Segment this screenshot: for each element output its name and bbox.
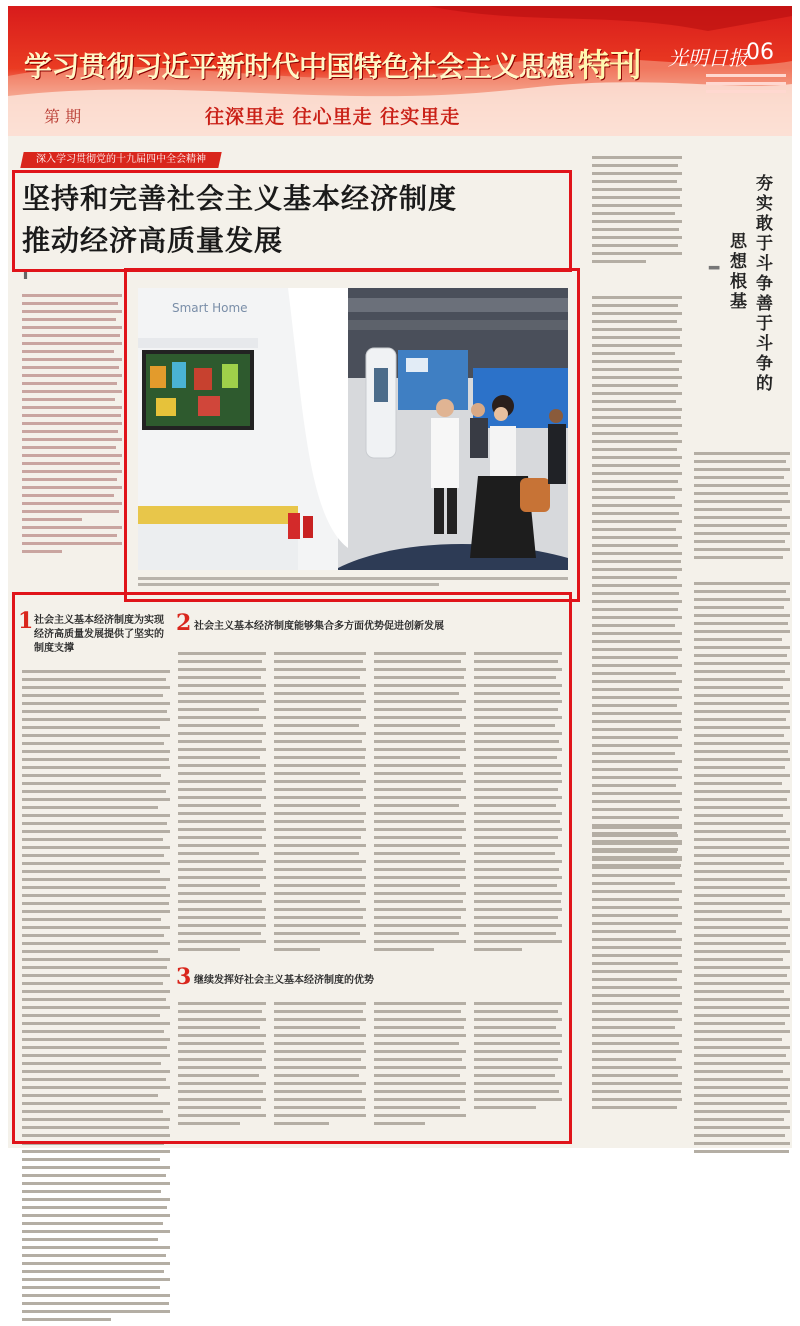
masthead-title <box>24 40 641 86</box>
section-3-title: 继续发挥好社会主义基本经济制度的优势 <box>194 975 374 986</box>
highlight-box-photo <box>124 268 580 602</box>
issue-label: 第 期 <box>44 107 82 126</box>
newspaper-page <box>8 6 792 1148</box>
side-article-body-col-1 <box>592 156 682 268</box>
masthead <box>8 6 792 136</box>
side-article-body-col-1c <box>592 826 682 1114</box>
side-article-title-col-1: 夯实敢于斗争善于斗争的 <box>752 174 772 394</box>
byline-marker: ▌ <box>24 270 31 279</box>
highlight-box-body <box>12 592 572 1144</box>
side-article-body-col-2 <box>694 452 790 564</box>
date-line <box>706 90 786 93</box>
section-1-number: 1 <box>18 608 34 634</box>
date-line <box>706 74 786 77</box>
masthead-title-text: 学习贯彻习近平新时代中国特色社会主义思想 <box>24 50 575 83</box>
intro-column <box>22 294 122 558</box>
headline-line-2: 推动经济高质量发展 <box>22 224 284 257</box>
section-2-number: 2 <box>176 610 192 636</box>
side-article-title-col-2: 思想根基 <box>726 232 746 312</box>
masthead-slogan: 往深里走 往心里走 往实里走 <box>205 106 461 128</box>
side-article-body-col-1b <box>592 296 682 872</box>
highlight-box-headline <box>12 170 572 272</box>
masthead-special-issue-label: 特刊 <box>578 46 642 84</box>
page-number: 06 <box>746 40 774 65</box>
date-line <box>706 82 786 85</box>
section-banner-text: 深入学习贯彻党的十九届四中全会精神 <box>36 154 206 165</box>
headline-line-1: 坚持和完善社会主义基本经济制度 <box>22 182 458 215</box>
section-3-number: 3 <box>176 964 192 990</box>
section-2-title: 社会主义基本经济制度能够集合多方面优势促进创新发展 <box>194 621 444 632</box>
section-banner <box>20 152 221 168</box>
side-article-body-col-2b <box>694 582 790 1158</box>
section-1-title: 社会主义基本经济制度为实现经济高质量发展提供了坚实的制度支撑 <box>34 615 164 654</box>
side-article-author: ▌ <box>708 266 718 273</box>
newspaper-name: 光明日报 <box>668 46 748 70</box>
photo-sign-text: Smart Home <box>172 301 248 315</box>
